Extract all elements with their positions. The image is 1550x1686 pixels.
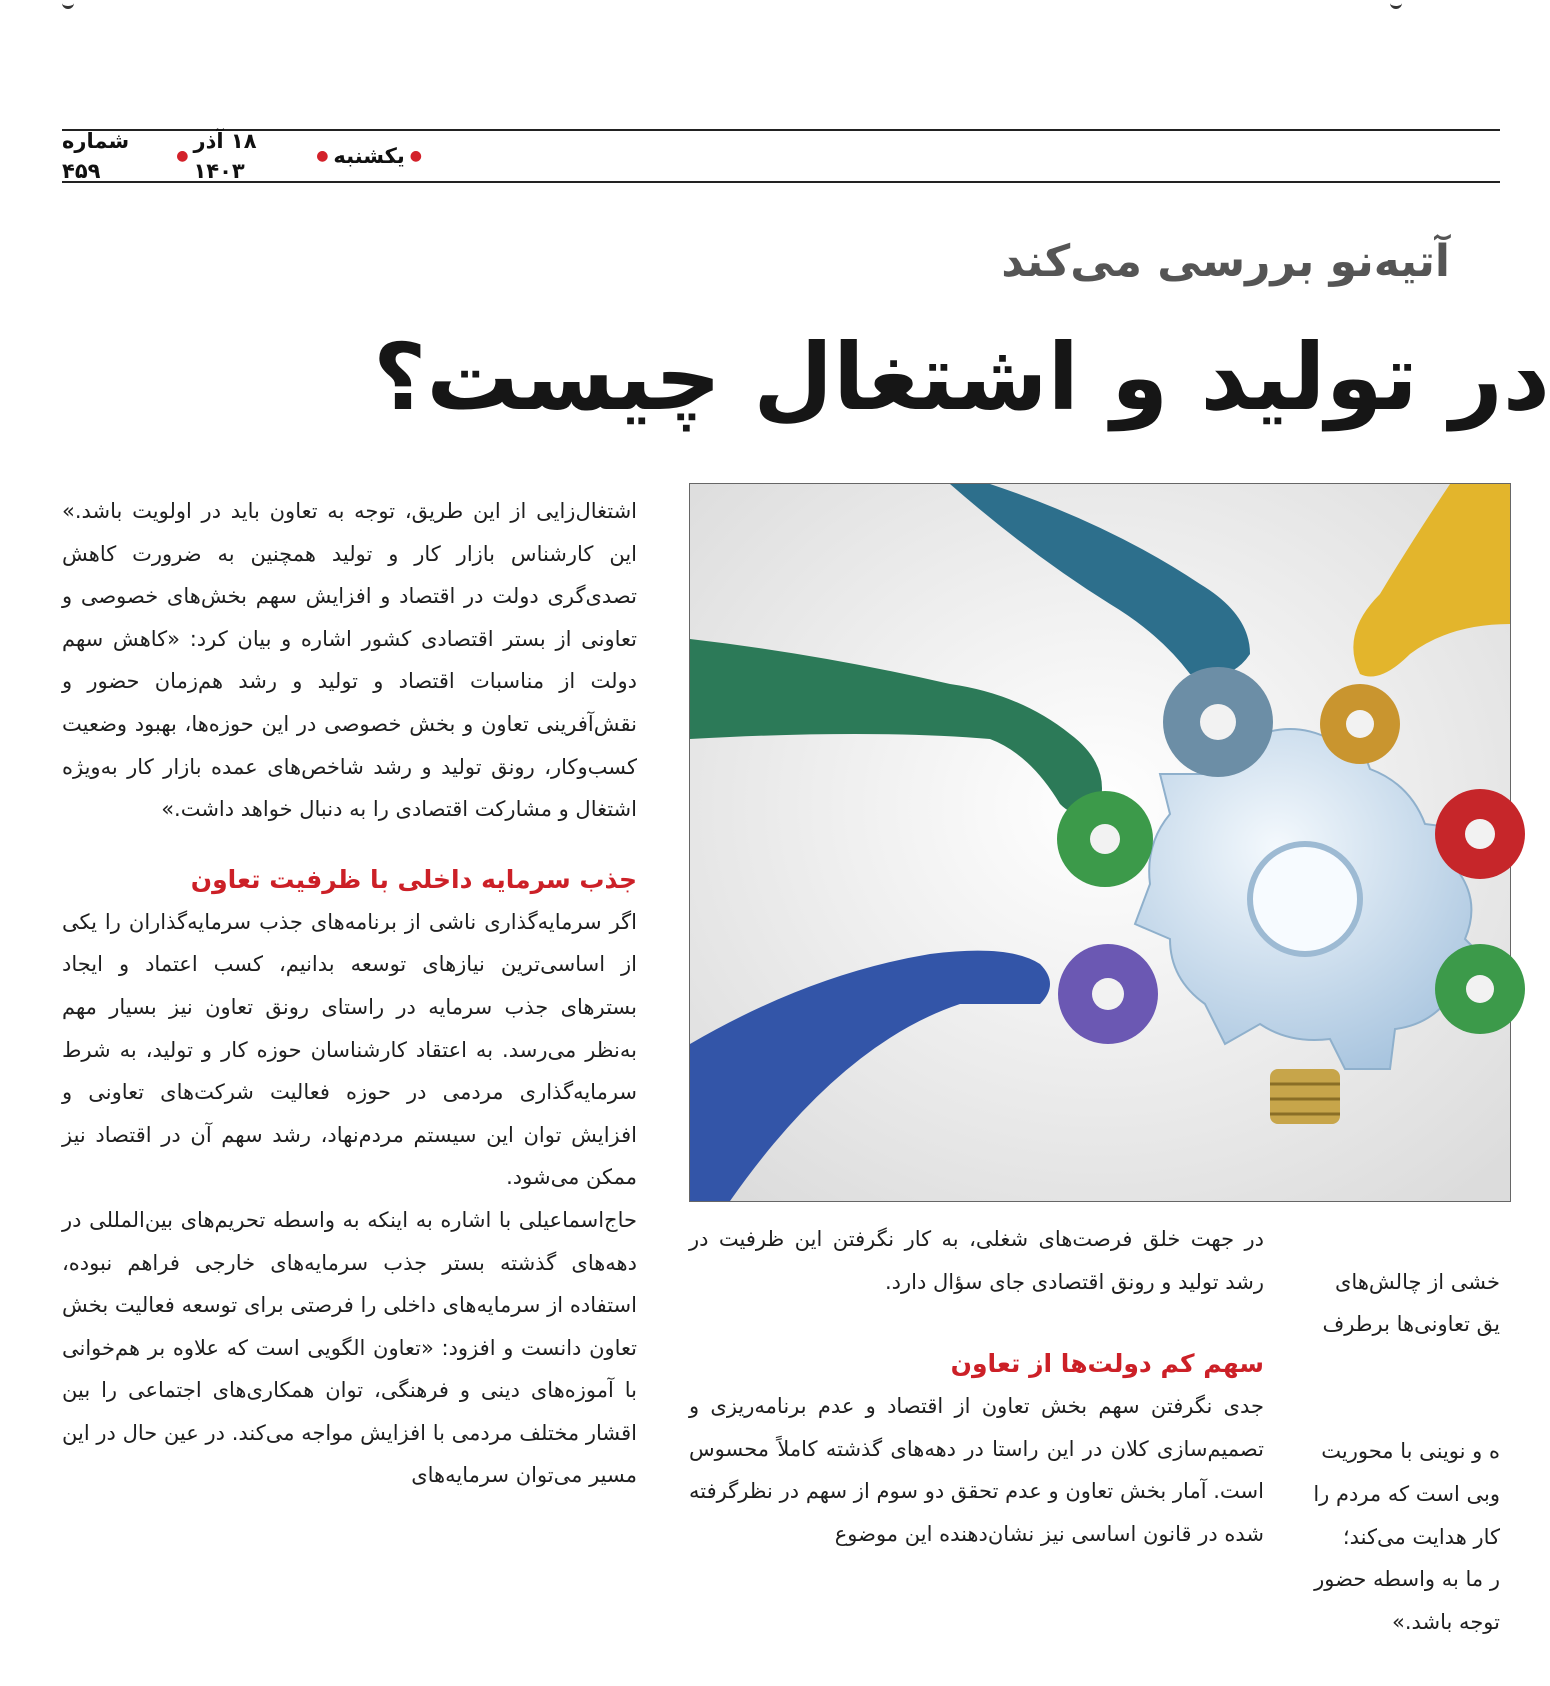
bullet-icon: ● (409, 148, 422, 164)
right-column (1312, 1218, 1500, 1634)
bullet-icon: ● (316, 148, 329, 164)
article-headline: در تولید و اشتغال چیست؟ (372, 324, 1550, 431)
middle-paragraph-2: جدی نگرفتن سهم بخش تعاون از اقتصاد و عدم برنامه‌ریزی و تصمیم‌سازی کلان در این راستا در دهه‌های گذشته کاملاً محسوس است. آمار بخش تعاون و عدم تحقق دو سوم از سهم در نظرگرفته شده در قانون اساسی نیز نشان‌دهنده این موضوع (689, 1394, 1264, 1546)
right-paragraph-2: ه و نوینی با محوریت وبی است که مردم را کار هدایت می‌کند؛ ر ما به واسطه حضور توجه باشد.» (1313, 1439, 1500, 1634)
issue-date: ۱۸ آذر ۱۴۰۳ (193, 129, 257, 183)
issue-info (62, 129, 422, 183)
left-paragraph-3: حاج‌اسماعیلی با اشاره به اینکه به واسطه تحریم‌های بین‌المللی در دهه‌های گذشته بستر جذب سرمایه‌های خارجی فراهم نبوده، استفاده از سرمایه‌های داخلی را فرصتی برای توسعه فعالیت بخش تعاون دانست و افزود: «تعاون الگویی است که علاوه بر هم‌خوانی با آموزه‌های دینی و فرهنگی، توان همکاری‌های اجتماعی را بین اقشار مختلف مردمی با افزایش مواجه می‌کند. در عین حال در این مسیر می‌توان سرمایه‌های (62, 1207, 637, 1488)
hands-gears-lightbulb-icon (690, 484, 1510, 1201)
left-paragraph-1: اشتغال‌زایی از این طریق، توجه به تعاون باید در اولویت باشد.» این کارشناس بازار کار و تولید همچنین به ضرورت کاهش تصدی‌گری دولت در اقتصاد و افزایش سهم بخش‌های خصوصی و تعاونی از بستر اقتصادی کشور اشاره و بیان کرد: «کاهش سهم دولت از مناسبات اقتصاد و تولید و رشد هم‌زمان حضور و نقش‌آفرینی تعاون و بخش خصوصی در این حوزه‌ها، بهبود وضعیت کسب‌وکار، رونق تولید و رشد شاخص‌های عمده بازار کار به‌ویژه اشتغال و مشارکت اقتصادی را به دنبال خواهد داشت.» (62, 499, 637, 822)
left-subhead: جذب سرمایه داخلی با ظرفیت تعاون (190, 864, 637, 894)
issue-day: یکشنبه (333, 144, 405, 168)
issue-number: شماره ۴۵۹ (62, 129, 130, 183)
top-crop-mark-right (1390, 0, 1402, 9)
right-paragraph-1: خشی از چالش‌های یق تعاونی‌ها برطرف (1322, 1269, 1500, 1337)
middle-column (689, 1218, 1264, 1569)
bullet-icon: ● (176, 148, 189, 164)
middle-paragraph-1: در جهت خلق فرصت‌های شغلی، به کار نگرفتن این ظرفیت در رشد تولید و رونق اقتصادی جای سؤال دارد. (689, 1227, 1264, 1294)
left-paragraph-2: اگر سرمایه‌گذاری ناشی از برنامه‌های جذب سرمایه‌گذاران را یکی از اساسی‌ترین نیازهای توسعه بدانیم، کسب اعتماد و ایجاد بسترهای جذب سرمایه در راستای رونق تعاون نیز بسیار مهم به‌نظر می‌رسد. به اعتقاد کارشناسان حوزه کار و تولید، به شرط سرمایه‌گذاری مردمی در حوزه فعالیت شرکت‌های تعاونی و افزایش توان این سیستم مردم‌نهاد، رشد سهم آن در اقتصاد نیز ممکن می‌شود. (62, 909, 637, 1190)
middle-subhead: سهم کم دولت‌ها از تعاون (950, 1349, 1264, 1379)
article-kicker: آتیه‌نو بررسی می‌کند (1001, 236, 1450, 287)
top-crop-mark-left (62, 0, 74, 9)
article-photo (689, 483, 1511, 1202)
left-column (62, 490, 637, 1569)
